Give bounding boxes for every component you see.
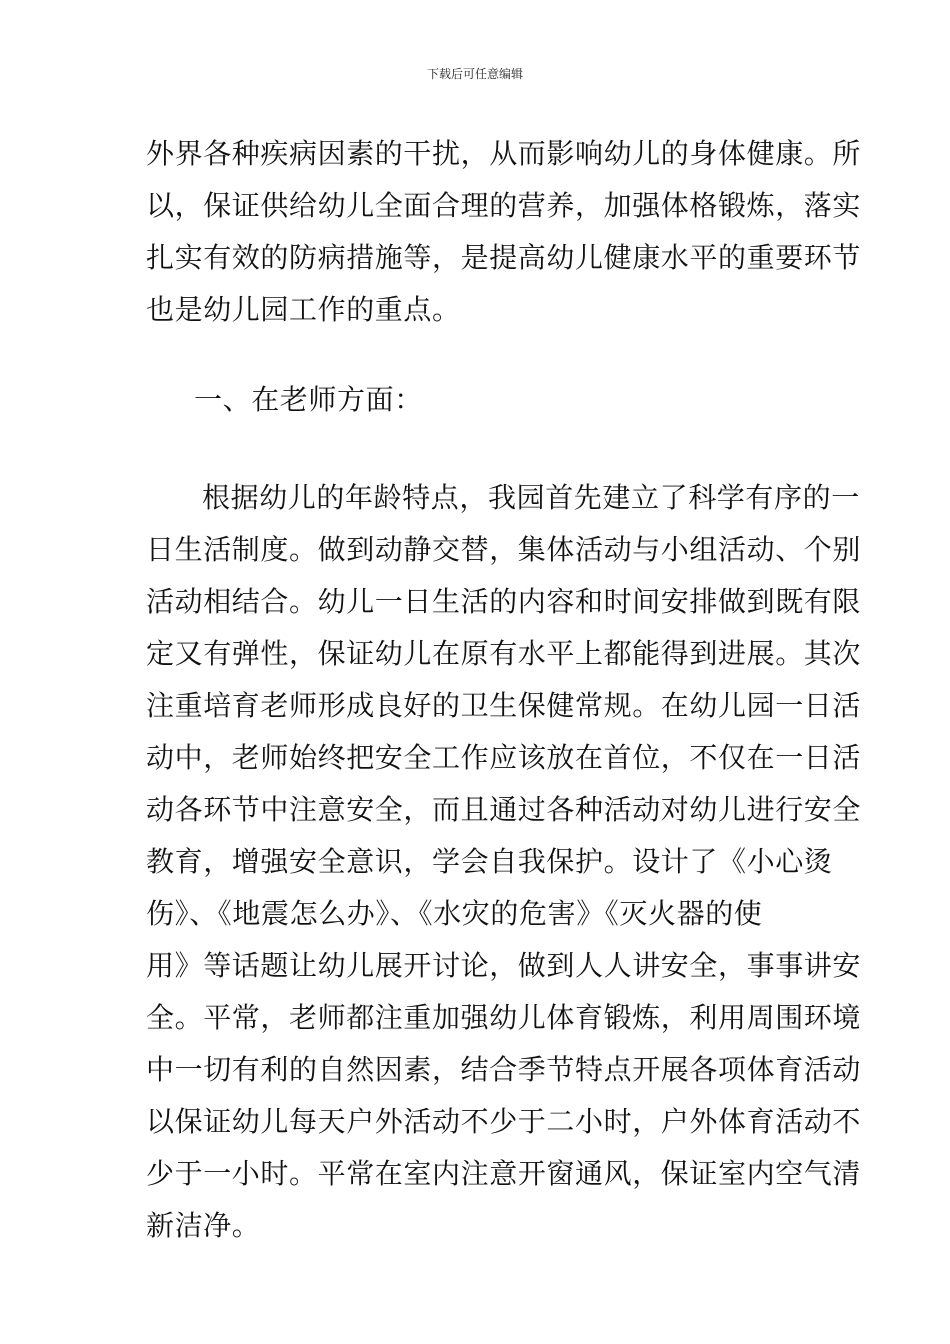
paragraph-line: 伤》、《地震怎么办》、《水灾的危害》《灭火器的使 — [146, 897, 763, 930]
paragraph-1 — [146, 128, 862, 336]
paragraph-line: 也是幼儿园工作的重点。 — [146, 293, 461, 326]
paragraph-line: 定又有弹性，保证幼儿在原有水平上都能得到进展。其次 — [146, 637, 862, 670]
paragraph-line: 扎实有效的防病措施等，是提高幼儿健康水平的重要环节 — [146, 241, 862, 274]
section-heading: 一、在老师方面： — [194, 383, 423, 416]
paragraph-line: 日生活制度。做到动静交替，集体活动与小组活动、个别 — [146, 533, 862, 566]
paragraph-line: 用》等话题让幼儿展开讨论，做到人人讲安全，事事讲安 — [146, 949, 862, 982]
paragraph-line: 以保证幼儿每天户外活动不少于二小时，户外体育活动不 — [146, 1105, 862, 1138]
page-header: 下载后可任意编辑 — [426, 67, 523, 81]
paragraph-line: 根据幼儿的年龄特点，我园首先建立了科学有序的一 — [202, 481, 860, 514]
paragraph-line: 以，保证供给幼儿全面合理的营养，加强体格锻炼，落实 — [146, 189, 862, 222]
paragraph-line: 外界各种疾病因素的干扰，从而影响幼儿的身体健康。所 — [146, 137, 862, 170]
paragraph-line: 动各环节中注意安全，而且通过各种活动对幼儿进行安全 — [146, 793, 862, 826]
paragraph-line: 中一切有利的自然因素，结合季节特点开展各项体育活动 — [146, 1053, 862, 1086]
paragraph-line: 教育，增强安全意识，学会自我保护。设计了《小心烫 — [146, 845, 833, 878]
paragraph-line: 动中，老师始终把安全工作应该放在首位，不仅在一日活 — [146, 741, 862, 774]
paragraph-2 — [146, 472, 862, 1252]
paragraph-line: 活动相结合。幼儿一日生活的内容和时间安排做到既有限 — [146, 585, 862, 618]
paragraph-line: 新洁净。 — [146, 1209, 261, 1242]
paragraph-line: 注重培育老师形成良好的卫生保健常规。在幼儿园一日活 — [146, 689, 862, 722]
paragraph-line: 全。平常，老师都注重加强幼儿体育锻炼，利用周围环境 — [146, 1001, 862, 1034]
paragraph-line: 少于一小时。平常在室内注意开窗通风，保证室内空气清 — [146, 1157, 862, 1190]
